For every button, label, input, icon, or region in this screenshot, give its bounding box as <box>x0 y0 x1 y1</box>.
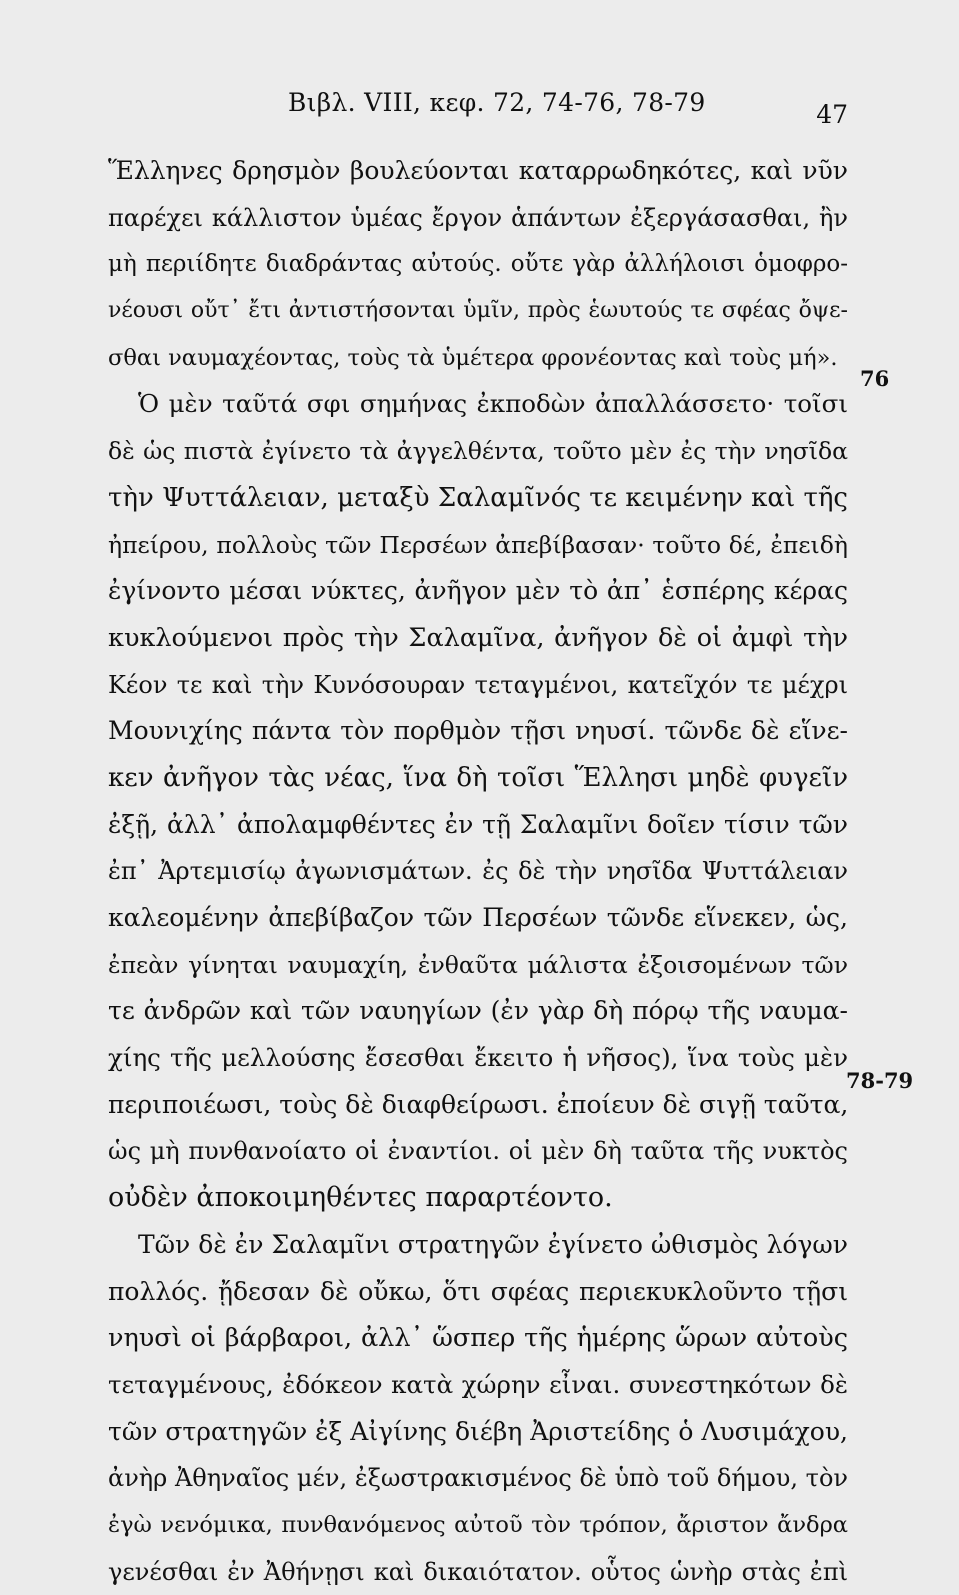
text-line: νέουσι οὔτ᾽ ἔτι ἀντιστήσονται ὑμῖν, πρὸς ἑωυτούς τε σφέας ὄψε- <box>108 298 848 324</box>
text-line: ἐγὼ νενόμικα, πυνθανόμενος αὐτοῦ τὸν τρόπον, ἄριστον ἄνδρα <box>108 1511 848 1538</box>
text-line: ἐπεὰν γίνηται ναυμαχίη, ἐνθαῦτα μάλιστα ἐξοισομένων τῶν <box>108 950 848 979</box>
text-line: Ἕλληνες δρησμὸν βουλεύονται καταρρωδηκότες, καὶ νῦν <box>108 156 848 185</box>
text-line: νηυσὶ οἱ βάρβαροι, ἀλλ᾽ ὥσπερ τῆς ἡμέρης ὥρων αὐτοὺς <box>108 1323 848 1354</box>
text-line: ἠπείρου, πολλοὺς τῶν Περσέων ἀπεβίβασαν· τοῦτο δέ, ἐπειδὴ <box>108 530 848 559</box>
text-line: Ὁ μὲν ταῦτά σφι σημήνας ἐκποδὼν ἀπαλλάσσετο· τοῖσι <box>138 389 848 419</box>
text-line: ἀνὴρ Ἀθηναῖος μέν, ἐξωστρακισμένος δὲ ὑπὸ τοῦ δήμου, τὸν <box>108 1464 848 1493</box>
text-line: περιποιέωσι, τοὺς δὲ διαφθείρωσι. ἐποίευν δὲ σιγῇ ταῦτα, <box>108 1089 849 1119</box>
text-line: τῶν στρατηγῶν ἐξ Αἰγίνης διέβη Ἀριστείδης ὁ Λυσιμάχου, <box>108 1416 848 1446</box>
text-line: τε ἀνδρῶν καὶ τῶν ναυηγίων (ἐν γὰρ δὴ πόρῳ τῆς ναυμα- <box>108 996 848 1026</box>
running-head: Βιβλ. VIII, κεφ. 72, 74-76, 78-79 <box>288 88 706 117</box>
text-line: ἐγίνοντο μέσαι νύκτες, ἀνῆγον μὲν τὸ ἀπ᾽ ἑσπέρης κέρας <box>108 576 848 606</box>
text-line: οὐδὲν ἀποκοιμηθέντες παραρτέοντο. <box>108 1182 613 1214</box>
text-line: Τῶν δὲ ἐν Σαλαμῖνι στρατηγῶν ἐγίνετο ὠθισμὸς λόγων <box>138 1229 848 1259</box>
text-line: Μουνιχίης πάντα τὸν πορθμὸν τῇσι νηυσί. τῶνδε δὲ εἵνε- <box>108 716 848 746</box>
text-line: τὴν Ψυττάλειαν, μεταξὺ Σαλαμῖνός τε κειμένην καὶ τῆς <box>108 482 848 513</box>
text-line: πολλός. ᾔδεσαν δὲ οὔκω, ὅτι σφέας περιεκυκλοῦντο τῇσι <box>108 1276 848 1306</box>
text-line: ὡς μὴ πυνθανοίατο οἱ ἐναντίοι. οἱ μὲν δὴ ταῦτα τῆς νυκτὸς <box>108 1137 848 1166</box>
text-line: σθαι ναυμαχέοντας, τοὺς τὰ ὑμέτερα φρονέοντας καὶ τοὺς μή». <box>108 344 838 371</box>
text-line: Κέον τε καὶ τὴν Κυνόσουραν τεταγμένοι, κατεῖχόν τε μέχρι <box>108 670 848 699</box>
margin-note-chapter-78-79: 78-79 <box>846 1068 914 1093</box>
text-line: καλεομένην ἀπεβίβαζον τῶν Περσέων τῶνδε εἵνεκεν, ὡς, <box>108 903 848 932</box>
text-line: κυκλούμενοι πρὸς τὴν Σαλαμῖνα, ἀνῆγον δὲ οἱ ἀμφὶ τὴν <box>108 622 848 653</box>
text-line: χίης τῆς μελλούσης ἔσεσθαι ἔκειτο ἡ νῆσος), ἵνα τοὺς μὲν <box>108 1043 848 1073</box>
text-line: δὲ ὡς πιστὰ ἐγίνετο τὰ ἀγγελθέντα, τοῦτο μὲν ἐς τὴν νησῖδα <box>108 437 848 466</box>
text-line: παρέχει κάλλιστον ὑμέας ἔργον ἁπάντων ἐξεργάσασθαι, ἢν <box>108 203 848 232</box>
text-line: ἐπ᾽ Ἀρτεμισίῳ ἀγωνισμάτων. ἐς δὲ τὴν νησῖδα Ψυττάλειαν <box>108 857 848 886</box>
text-line: ἐξῇ, ἀλλ᾽ ἀπολαμφθέντες ἐν τῇ Σαλαμῖνι δοῖεν τίσιν τῶν <box>108 809 848 839</box>
text-line: μὴ περιίδητε διαδράντας αὐτούς. οὔτε γὰρ ἀλλήλοισι ὁμοφρο- <box>108 251 848 278</box>
margin-note-chapter-76: 76 <box>860 366 890 391</box>
body-text <box>108 148 848 1595</box>
text-line: τεταγμένους, ἐδόκεον κατὰ χώρην εἶναι. συνεστηκότων δὲ <box>108 1369 848 1399</box>
text-line: κεν ἀνῆγον τὰς νέας, ἵνα δὴ τοῖσι Ἕλλησι μηδὲ φυγεῖν <box>108 762 848 793</box>
page-header <box>108 88 848 128</box>
page-number: 47 <box>816 100 848 129</box>
text-line: γενέσθαι ἐν Ἀθήνῃσι καὶ δικαιότατον. οὗτος ὡνὴρ στὰς ἐπὶ <box>108 1557 848 1586</box>
